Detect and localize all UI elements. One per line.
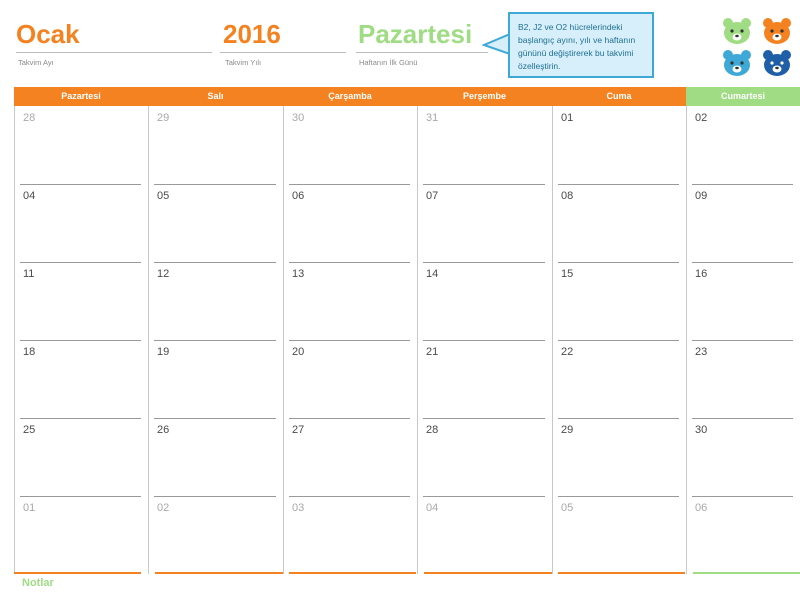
- cell-divider: [20, 184, 141, 185]
- cell-divider: [20, 262, 141, 263]
- day-number[interactable]: 21: [426, 346, 439, 358]
- cell-divider: [558, 262, 679, 263]
- first-day-value[interactable]: Pazartesi: [358, 19, 473, 49]
- cell-divider: [558, 496, 679, 497]
- day-number[interactable]: 25: [23, 424, 36, 436]
- cell-divider: [423, 496, 545, 497]
- weekday-header-saturday: Cumartesi: [686, 87, 800, 106]
- cell-divider: [20, 340, 141, 341]
- day-number[interactable]: 06: [695, 502, 708, 514]
- day-number[interactable]: 29: [157, 112, 170, 124]
- cell-divider: [423, 340, 545, 341]
- notes-border: [14, 572, 141, 574]
- day-number[interactable]: 02: [157, 502, 170, 514]
- day-number[interactable]: 01: [23, 502, 36, 514]
- day-number[interactable]: 22: [561, 346, 574, 358]
- cell-divider: [692, 340, 793, 341]
- cell-divider: [692, 262, 793, 263]
- cell-divider: [692, 184, 793, 185]
- day-number[interactable]: 14: [426, 268, 439, 280]
- day-number[interactable]: 08: [561, 190, 574, 202]
- day-number[interactable]: 28: [426, 424, 439, 436]
- day-number[interactable]: 27: [292, 424, 305, 436]
- day-number[interactable]: 19: [157, 346, 170, 358]
- cell-divider: [154, 496, 276, 497]
- notes-border: [289, 572, 416, 574]
- day-number[interactable]: 12: [157, 268, 170, 280]
- day-number[interactable]: 13: [292, 268, 305, 280]
- notes-label[interactable]: Notlar: [22, 577, 54, 589]
- cell-divider: [20, 496, 141, 497]
- cell-divider: [423, 418, 545, 419]
- year-field[interactable]: [223, 16, 281, 52]
- bear-green-icon: [721, 16, 753, 46]
- weekday-header-tuesday: Salı: [148, 87, 283, 106]
- column-separator: [686, 106, 687, 574]
- day-number[interactable]: 06: [292, 190, 305, 202]
- day-number[interactable]: 16: [695, 268, 708, 280]
- bear-orange-icon: [761, 16, 793, 46]
- day-number[interactable]: 11: [23, 268, 35, 280]
- first-day-caption: Haftanın İlk Günü: [359, 58, 418, 67]
- month-underline: [16, 52, 212, 53]
- day-number[interactable]: 04: [23, 190, 36, 202]
- cell-divider: [692, 496, 793, 497]
- notes-border: [558, 572, 685, 574]
- year-caption: Takvim Yılı: [225, 58, 262, 67]
- year-value[interactable]: 2016: [223, 19, 281, 49]
- cell-divider: [154, 340, 276, 341]
- column-separator: [283, 106, 284, 574]
- weekday-header-wednesday: Çarşamba: [283, 87, 417, 106]
- day-number[interactable]: 30: [695, 424, 708, 436]
- column-separator: [148, 106, 149, 574]
- day-number[interactable]: 29: [561, 424, 574, 436]
- day-number[interactable]: 09: [695, 190, 708, 202]
- column-separator: [14, 106, 15, 574]
- cell-divider: [154, 418, 276, 419]
- cell-divider: [558, 340, 679, 341]
- notes-border: [155, 572, 283, 574]
- day-number[interactable]: 31: [426, 112, 439, 124]
- day-number[interactable]: 05: [561, 502, 574, 514]
- month-caption: Takvim Ayı: [18, 58, 54, 67]
- notes-border: [424, 572, 552, 574]
- cell-divider: [289, 262, 410, 263]
- day-number[interactable]: 26: [157, 424, 170, 436]
- day-number[interactable]: 02: [695, 112, 708, 124]
- cell-divider: [289, 184, 410, 185]
- cell-divider: [154, 184, 276, 185]
- weekday-header-thursday: Perşembe: [417, 87, 552, 106]
- bear-dark-blue-icon: [761, 48, 793, 78]
- bear-light-blue-icon: [721, 48, 753, 78]
- day-number[interactable]: 28: [23, 112, 36, 124]
- cell-divider: [20, 418, 141, 419]
- weekday-header-friday: Cuma: [552, 87, 686, 106]
- column-separator: [417, 106, 418, 574]
- day-number[interactable]: 05: [157, 190, 170, 202]
- cell-divider: [692, 418, 793, 419]
- column-separator: [552, 106, 553, 574]
- cell-divider: [154, 262, 276, 263]
- day-number[interactable]: 04: [426, 502, 439, 514]
- weekday-header-monday: Pazartesi: [14, 87, 148, 106]
- cell-divider: [289, 340, 410, 341]
- tip-callout: B2, J2 ve O2 hücrelerindeki başlangıç ayını, yılı ve haftanın gününü değiştirerek bu takvimi özelleştirin.: [508, 12, 654, 78]
- month-value[interactable]: Ocak: [16, 19, 80, 49]
- day-number[interactable]: 15: [561, 268, 574, 280]
- day-number[interactable]: 20: [292, 346, 305, 358]
- year-underline: [220, 52, 346, 53]
- cell-divider: [423, 262, 545, 263]
- day-number[interactable]: 18: [23, 346, 36, 358]
- day-number[interactable]: 30: [292, 112, 305, 124]
- cell-divider: [289, 418, 410, 419]
- day-number[interactable]: 23: [695, 346, 708, 358]
- notes-border: [693, 572, 800, 574]
- first-day-field[interactable]: [358, 16, 472, 52]
- cell-divider: [558, 184, 679, 185]
- cell-divider: [423, 184, 545, 185]
- month-field[interactable]: [16, 16, 80, 52]
- first-day-underline: [356, 52, 488, 53]
- cell-divider: [558, 418, 679, 419]
- cell-divider: [289, 496, 410, 497]
- day-number[interactable]: 01: [561, 112, 574, 124]
- day-number[interactable]: 03: [292, 502, 305, 514]
- day-number[interactable]: 07: [426, 190, 439, 202]
